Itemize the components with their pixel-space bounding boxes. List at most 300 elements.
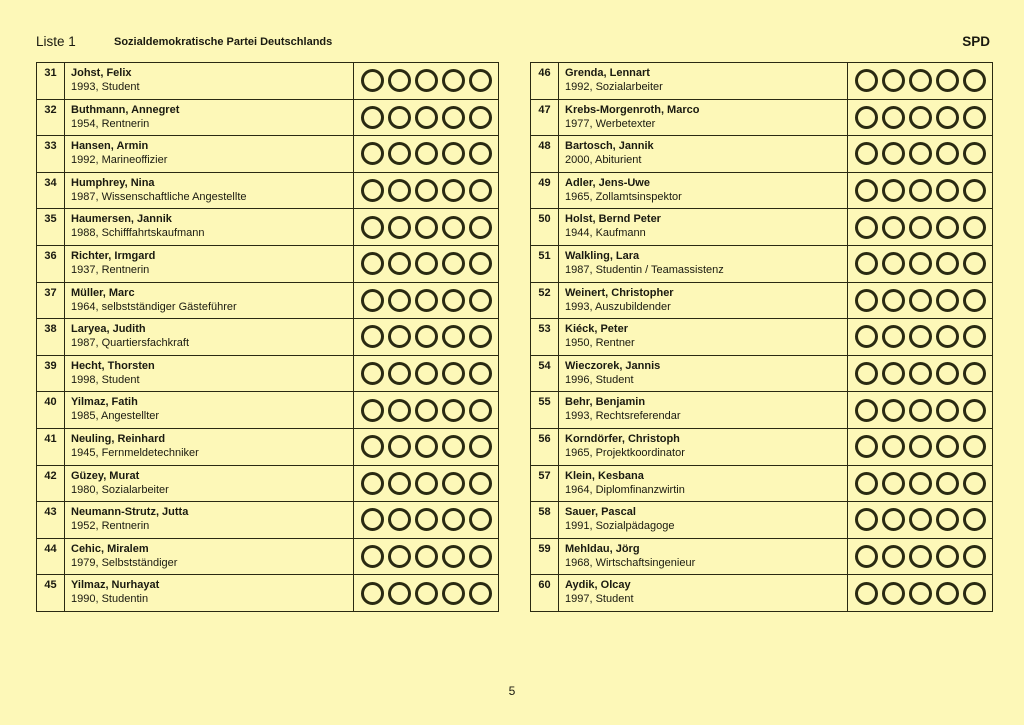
vote-circles	[354, 502, 498, 538]
vote-circle[interactable]	[855, 545, 878, 568]
party-abbreviation: SPD	[962, 34, 990, 49]
vote-circle[interactable]	[855, 179, 878, 202]
vote-circles	[848, 466, 992, 502]
candidate-details: 1979, Selbstständiger	[71, 556, 178, 569]
vote-circle[interactable]	[855, 142, 878, 165]
vote-circle[interactable]	[388, 216, 411, 239]
vote-circle[interactable]	[882, 106, 905, 129]
candidate-details: 1980, Sozialarbeiter	[71, 483, 169, 496]
candidate-name: Haumersen, Jannik	[71, 213, 172, 226]
vote-circle[interactable]	[909, 142, 932, 165]
candidate-details: 1993, Rechtsreferendar	[565, 410, 681, 423]
vote-circle[interactable]	[909, 508, 932, 531]
vote-circle[interactable]	[388, 362, 411, 385]
candidate-name: Güzey, Murat	[71, 469, 140, 482]
vote-circle[interactable]	[936, 216, 959, 239]
candidate-number: 34	[37, 173, 65, 209]
candidate-name: Sauer, Pascal	[565, 506, 636, 519]
vote-circle[interactable]	[936, 142, 959, 165]
vote-circles	[354, 575, 498, 611]
vote-circle[interactable]	[855, 325, 878, 348]
candidate-info	[559, 209, 848, 245]
candidate-row	[37, 209, 499, 246]
candidate-number: 50	[531, 209, 559, 245]
candidate-info	[65, 136, 354, 172]
vote-circle[interactable]	[415, 399, 438, 422]
vote-circle[interactable]	[855, 252, 878, 275]
vote-circle[interactable]	[469, 106, 492, 129]
vote-circle[interactable]	[388, 435, 411, 458]
party-name: Sozialdemokratische Partei Deutschlands	[114, 36, 333, 48]
vote-circle[interactable]	[442, 216, 465, 239]
candidate-details: 1964, Diplomfinanzwirtin	[565, 483, 685, 496]
vote-circle[interactable]	[442, 545, 465, 568]
candidate-info	[559, 356, 848, 392]
vote-circles	[354, 466, 498, 502]
candidate-name: Holst, Bernd Peter	[565, 213, 661, 226]
candidate-row	[531, 173, 993, 210]
vote-circle[interactable]	[469, 435, 492, 458]
vote-circle[interactable]	[415, 545, 438, 568]
candidate-number: 58	[531, 502, 559, 538]
vote-circle[interactable]	[361, 69, 384, 92]
candidate-name: Kiéck, Peter	[565, 323, 628, 336]
vote-circle[interactable]	[361, 545, 384, 568]
vote-circle[interactable]	[361, 508, 384, 531]
vote-circle[interactable]	[882, 472, 905, 495]
vote-circle[interactable]	[882, 545, 905, 568]
candidate-info	[65, 209, 354, 245]
candidate-row	[37, 63, 499, 100]
candidate-number: 38	[37, 319, 65, 355]
candidate-info	[559, 246, 848, 282]
vote-circle[interactable]	[963, 69, 986, 92]
vote-circle[interactable]	[882, 435, 905, 458]
candidate-row	[37, 429, 499, 466]
vote-circle[interactable]	[415, 106, 438, 129]
vote-circle[interactable]	[361, 252, 384, 275]
vote-circle[interactable]	[936, 435, 959, 458]
vote-circles	[354, 539, 498, 575]
vote-circle[interactable]	[909, 106, 932, 129]
vote-circle[interactable]	[936, 508, 959, 531]
vote-circle[interactable]	[415, 252, 438, 275]
vote-circle[interactable]	[442, 142, 465, 165]
vote-circle[interactable]	[882, 582, 905, 605]
candidate-details: 1937, Rentnerin	[71, 263, 150, 276]
vote-circle[interactable]	[469, 472, 492, 495]
vote-circles	[848, 246, 992, 282]
vote-circle[interactable]	[442, 179, 465, 202]
vote-circle[interactable]	[963, 399, 986, 422]
vote-circle[interactable]	[442, 252, 465, 275]
vote-circle[interactable]	[415, 472, 438, 495]
candidate-name: Weinert, Christopher	[565, 286, 674, 299]
vote-circle[interactable]	[963, 545, 986, 568]
candidate-info	[559, 575, 848, 611]
vote-circle[interactable]	[469, 582, 492, 605]
vote-circles	[354, 209, 498, 245]
vote-circle[interactable]	[442, 325, 465, 348]
vote-circle[interactable]	[909, 582, 932, 605]
vote-circle[interactable]	[882, 399, 905, 422]
candidate-info	[65, 466, 354, 502]
vote-circle[interactable]	[388, 289, 411, 312]
vote-circle[interactable]	[936, 252, 959, 275]
vote-circle[interactable]	[415, 325, 438, 348]
candidate-details: 1996, Student	[565, 373, 634, 386]
vote-circle[interactable]	[388, 106, 411, 129]
vote-circle[interactable]	[442, 106, 465, 129]
candidate-info	[559, 429, 848, 465]
vote-circle[interactable]	[415, 435, 438, 458]
vote-circle[interactable]	[909, 545, 932, 568]
vote-circle[interactable]	[415, 142, 438, 165]
vote-circle[interactable]	[442, 69, 465, 92]
candidate-row	[37, 319, 499, 356]
candidate-number: 36	[37, 246, 65, 282]
vote-circle[interactable]	[882, 508, 905, 531]
vote-circle[interactable]	[388, 325, 411, 348]
vote-circles	[848, 539, 992, 575]
vote-circles	[848, 136, 992, 172]
vote-circle[interactable]	[963, 142, 986, 165]
vote-circle[interactable]	[855, 69, 878, 92]
vote-circles	[354, 100, 498, 136]
vote-circle[interactable]	[361, 142, 384, 165]
candidate-number: 39	[37, 356, 65, 392]
vote-circles	[354, 356, 498, 392]
candidate-name: Krebs-Morgenroth, Marco	[565, 103, 700, 116]
vote-circle[interactable]	[361, 325, 384, 348]
candidate-info	[65, 502, 354, 538]
candidate-details: 1950, Rentner	[565, 337, 635, 350]
candidate-details: 1964, selbstständiger Gästeführer	[71, 300, 237, 313]
candidate-info	[559, 539, 848, 575]
candidate-name: Wieczorek, Jannis	[565, 359, 661, 372]
candidate-name: Humphrey, Nina	[71, 176, 155, 189]
vote-circle[interactable]	[415, 216, 438, 239]
vote-circle[interactable]	[909, 399, 932, 422]
candidate-row	[37, 539, 499, 576]
vote-circle[interactable]	[469, 508, 492, 531]
page-number: 5	[508, 684, 516, 698]
vote-circle[interactable]	[963, 362, 986, 385]
vote-circle[interactable]	[388, 69, 411, 92]
vote-circle[interactable]	[415, 508, 438, 531]
candidate-number: 42	[37, 466, 65, 502]
candidate-details: 1997, Student	[565, 593, 634, 606]
vote-circle[interactable]	[855, 362, 878, 385]
vote-circle[interactable]	[963, 435, 986, 458]
vote-circle[interactable]	[963, 106, 986, 129]
candidate-details: 1977, Werbetexter	[565, 117, 656, 130]
candidate-name: Laryea, Judith	[71, 323, 146, 336]
vote-circle[interactable]	[963, 472, 986, 495]
candidate-details: 1992, Sozialarbeiter	[565, 81, 663, 93]
candidate-info	[559, 283, 848, 319]
candidate-row	[531, 283, 993, 320]
candidate-number: 31	[37, 63, 65, 99]
vote-circle[interactable]	[909, 325, 932, 348]
candidate-number: 60	[531, 575, 559, 611]
vote-circle[interactable]	[936, 362, 959, 385]
candidate-details: 1993, Student	[71, 81, 140, 93]
candidate-name: Walkling, Lara	[565, 249, 640, 262]
candidate-info	[559, 173, 848, 209]
vote-circle[interactable]	[361, 179, 384, 202]
candidate-number: 53	[531, 319, 559, 355]
vote-circle[interactable]	[361, 362, 384, 385]
candidate-number: 33	[37, 136, 65, 172]
vote-circle[interactable]	[936, 325, 959, 348]
vote-circle[interactable]	[936, 399, 959, 422]
vote-circle[interactable]	[963, 252, 986, 275]
candidate-name: Yilmaz, Fatih	[71, 396, 138, 409]
candidate-number: 32	[37, 100, 65, 136]
candidate-info	[65, 356, 354, 392]
vote-circle[interactable]	[882, 252, 905, 275]
candidate-row	[531, 575, 993, 612]
vote-circle[interactable]	[442, 362, 465, 385]
candidate-row	[37, 246, 499, 283]
candidate-row	[37, 575, 499, 612]
candidate-info	[65, 319, 354, 355]
vote-circle[interactable]	[855, 582, 878, 605]
vote-circles	[848, 356, 992, 392]
vote-circle[interactable]	[415, 289, 438, 312]
vote-circle[interactable]	[855, 472, 878, 495]
candidate-row	[531, 429, 993, 466]
vote-circles	[354, 246, 498, 282]
vote-circle[interactable]	[936, 69, 959, 92]
candidate-row	[37, 466, 499, 503]
candidate-row	[37, 173, 499, 210]
candidate-number: 37	[37, 283, 65, 319]
candidate-details: 1987, Quartiersfachkraft	[71, 337, 190, 350]
vote-circle[interactable]	[882, 289, 905, 312]
vote-circle[interactable]	[361, 106, 384, 129]
candidate-name: Buthmann, Annegret	[71, 103, 180, 116]
vote-circle[interactable]	[442, 582, 465, 605]
vote-circles	[354, 173, 498, 209]
vote-circle[interactable]	[388, 472, 411, 495]
vote-circle[interactable]	[963, 325, 986, 348]
vote-circle[interactable]	[442, 289, 465, 312]
vote-circle[interactable]	[442, 472, 465, 495]
vote-circle[interactable]	[469, 399, 492, 422]
vote-circle[interactable]	[388, 582, 411, 605]
candidate-number: 56	[531, 429, 559, 465]
vote-circles	[354, 63, 498, 99]
vote-circle[interactable]	[469, 362, 492, 385]
candidate-row	[531, 356, 993, 393]
candidate-info	[65, 392, 354, 428]
vote-circle[interactable]	[469, 142, 492, 165]
candidate-row	[531, 100, 993, 137]
candidate-details: 1965, Projektkoordinator	[565, 446, 685, 459]
candidate-number: 49	[531, 173, 559, 209]
vote-circle[interactable]	[909, 472, 932, 495]
vote-circle[interactable]	[963, 179, 986, 202]
vote-circle[interactable]	[855, 216, 878, 239]
candidate-info	[65, 63, 354, 99]
candidate-info	[559, 136, 848, 172]
vote-circle[interactable]	[388, 142, 411, 165]
candidate-row	[531, 539, 993, 576]
list-label: Liste 1	[36, 34, 76, 49]
vote-circle[interactable]	[882, 216, 905, 239]
candidate-name: Neumann-Strutz, Jutta	[71, 506, 189, 519]
candidate-details: 2000, Abiturient	[565, 154, 642, 167]
candidate-row	[531, 136, 993, 173]
candidate-name: Adler, Jens-Uwe	[565, 176, 650, 189]
vote-circle[interactable]	[936, 545, 959, 568]
candidate-details: 1987, Studentin / Teamassistenz	[565, 263, 724, 276]
vote-circle[interactable]	[909, 69, 932, 92]
candidate-number: 40	[37, 392, 65, 428]
vote-circle[interactable]	[388, 399, 411, 422]
candidate-row	[531, 209, 993, 246]
vote-circle[interactable]	[415, 69, 438, 92]
candidate-row	[531, 392, 993, 429]
candidate-name: Grenda, Lennart	[565, 67, 650, 79]
vote-circles	[354, 429, 498, 465]
candidate-row	[37, 392, 499, 429]
vote-circle[interactable]	[963, 216, 986, 239]
candidate-name: Hecht, Thorsten	[71, 359, 155, 372]
candidate-details: 1965, Zollamtsinspektor	[565, 190, 682, 203]
candidate-row	[531, 319, 993, 356]
vote-circle[interactable]	[415, 582, 438, 605]
vote-circle[interactable]	[442, 399, 465, 422]
vote-circle[interactable]	[469, 252, 492, 275]
vote-circle[interactable]	[882, 179, 905, 202]
candidate-info	[65, 246, 354, 282]
candidate-details: 1968, Wirtschaftsingenieur	[565, 556, 696, 569]
candidate-number: 46	[531, 63, 559, 99]
vote-circle[interactable]	[936, 289, 959, 312]
candidate-details: 1987, Wissenschaftliche Angestellte	[71, 190, 247, 203]
vote-circles	[354, 283, 498, 319]
vote-circle[interactable]	[909, 252, 932, 275]
vote-circle[interactable]	[388, 179, 411, 202]
vote-circles	[354, 392, 498, 428]
vote-circles	[354, 136, 498, 172]
candidate-row	[37, 283, 499, 320]
vote-circles	[848, 209, 992, 245]
vote-circle[interactable]	[909, 179, 932, 202]
candidate-number: 57	[531, 466, 559, 502]
vote-circle[interactable]	[882, 325, 905, 348]
vote-circle[interactable]	[388, 545, 411, 568]
vote-circles	[848, 392, 992, 428]
candidate-info	[65, 575, 354, 611]
candidate-name: Korndörfer, Christoph	[565, 432, 680, 445]
candidate-info	[65, 100, 354, 136]
candidate-number: 51	[531, 246, 559, 282]
vote-circles	[848, 575, 992, 611]
vote-circles	[848, 63, 992, 99]
vote-circle[interactable]	[469, 179, 492, 202]
candidate-number: 43	[37, 502, 65, 538]
vote-circle[interactable]	[388, 508, 411, 531]
candidate-name: Hansen, Armin	[71, 140, 149, 153]
vote-circle[interactable]	[361, 216, 384, 239]
candidate-name: Mehldau, Jörg	[565, 542, 640, 555]
vote-circle[interactable]	[361, 289, 384, 312]
vote-circle[interactable]	[469, 289, 492, 312]
candidate-info	[559, 100, 848, 136]
vote-circle[interactable]	[963, 582, 986, 605]
candidate-name: Bartosch, Jannik	[565, 140, 654, 153]
candidate-name: Yilmaz, Nurhayat	[71, 579, 160, 592]
vote-circle[interactable]	[855, 508, 878, 531]
vote-circle[interactable]	[882, 362, 905, 385]
candidate-number: 45	[37, 575, 65, 611]
vote-circle[interactable]	[442, 508, 465, 531]
vote-circle[interactable]	[909, 435, 932, 458]
vote-circle[interactable]	[882, 142, 905, 165]
candidate-details: 1954, Rentnerin	[71, 117, 150, 130]
vote-circle[interactable]	[936, 582, 959, 605]
candidate-number: 41	[37, 429, 65, 465]
candidate-name: Klein, Kesbana	[565, 469, 644, 482]
vote-circle[interactable]	[361, 435, 384, 458]
vote-circle[interactable]	[415, 362, 438, 385]
vote-circle[interactable]	[963, 508, 986, 531]
candidate-name: Johst, Felix	[71, 67, 132, 79]
candidate-row	[531, 502, 993, 539]
vote-circle[interactable]	[963, 289, 986, 312]
vote-circle[interactable]	[909, 216, 932, 239]
candidate-number: 55	[531, 392, 559, 428]
vote-circles	[848, 429, 992, 465]
vote-circle[interactable]	[388, 252, 411, 275]
candidate-info	[65, 283, 354, 319]
vote-circle[interactable]	[882, 69, 905, 92]
vote-circle[interactable]	[855, 106, 878, 129]
vote-circle[interactable]	[469, 69, 492, 92]
vote-circle[interactable]	[936, 472, 959, 495]
vote-circle[interactable]	[936, 106, 959, 129]
vote-circle[interactable]	[361, 399, 384, 422]
candidate-name: Behr, Benjamin	[565, 396, 646, 409]
candidate-name: Aydik, Olcay	[565, 579, 631, 592]
candidate-info	[559, 466, 848, 502]
vote-circle[interactable]	[415, 179, 438, 202]
vote-circle[interactable]	[855, 289, 878, 312]
candidate-table-right	[530, 62, 993, 612]
vote-circle[interactable]	[442, 435, 465, 458]
vote-circle[interactable]	[361, 472, 384, 495]
candidate-row	[37, 356, 499, 393]
candidate-number: 54	[531, 356, 559, 392]
vote-circle[interactable]	[469, 216, 492, 239]
candidate-name: Neuling, Reinhard	[71, 432, 166, 445]
vote-circle[interactable]	[469, 545, 492, 568]
vote-circle[interactable]	[361, 582, 384, 605]
vote-circle[interactable]	[909, 362, 932, 385]
vote-circle[interactable]	[855, 399, 878, 422]
vote-circle[interactable]	[855, 435, 878, 458]
vote-circle[interactable]	[909, 289, 932, 312]
vote-circle[interactable]	[936, 179, 959, 202]
candidate-details: 1991, Sozialpädagoge	[565, 520, 675, 533]
vote-circle[interactable]	[469, 325, 492, 348]
candidate-row	[531, 246, 993, 283]
candidate-name: Cehic, Miralem	[71, 542, 149, 555]
